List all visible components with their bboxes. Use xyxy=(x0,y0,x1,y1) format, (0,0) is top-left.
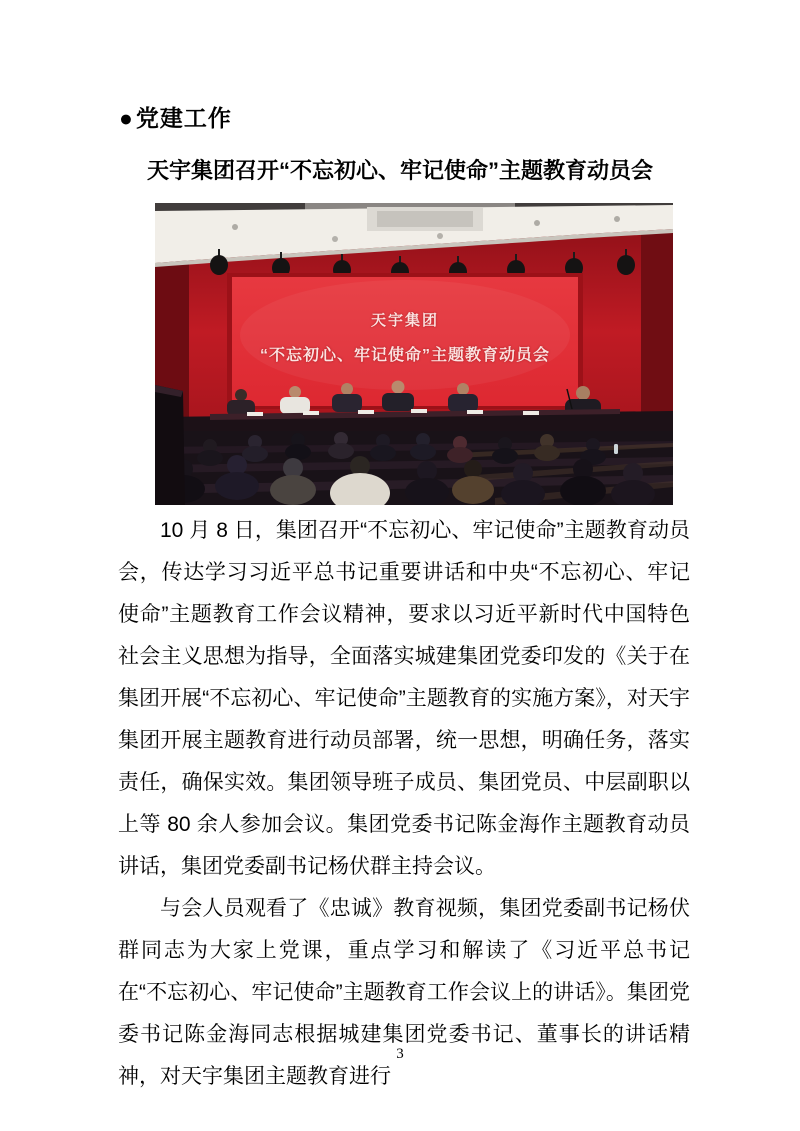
podium xyxy=(155,385,185,505)
bullet-icon: ● xyxy=(119,105,134,131)
article-body xyxy=(118,510,690,1098)
led-screen-text xyxy=(232,309,578,365)
paragraph-2: 与会人员观看了《忠诚》教育视频，集团党委副书记杨伏群同志为大家上党课，重点学习和解读了《习近平总书记在“不忘初心、牢记使命”主题教育工作会议上的讲话》。集团党委书记陈金海同志根据城建集团党委书记、董事长的讲话精神，对天宇集团主题教育进行 xyxy=(118,897,690,1088)
paragraph-1: 10 月 8 日，集团召开“不忘初心、牢记使命”主题教育动员会，传达学习习近平总书记重要讲话和中央“不忘初心、牢记使命”主题教育工作会议精神，要求以习近平新时代中国特色社会主义思想为指导，全面落实城建集团党委印发的《关于在集团开展“不忘初心、牢记使命”主题教育的实施方案》，对天宇集团开展主题教育进行动员部署，统一思想，明确任务，落实责任，确保实效。集团领导班子成员、集团党员、中层副职以上等 80 余人参加会议。集团党委书记陈金海作主题教育动员讲话，集团党委副书记杨伏群主持会议。 xyxy=(118,519,690,878)
meeting-photo xyxy=(155,203,673,505)
section-title: 党建工作 xyxy=(135,105,232,131)
screen-line2: “不忘初心、牢记使命”主题教育动员会 xyxy=(259,347,550,364)
section-header xyxy=(119,100,232,133)
page-number: 3 xyxy=(396,1046,404,1062)
screen-line1: 天宇集团 xyxy=(370,312,439,329)
article-title: 天宇集团召开“不忘初心、牢记使命”主题教育动员会 xyxy=(146,158,653,183)
audience xyxy=(155,431,673,505)
